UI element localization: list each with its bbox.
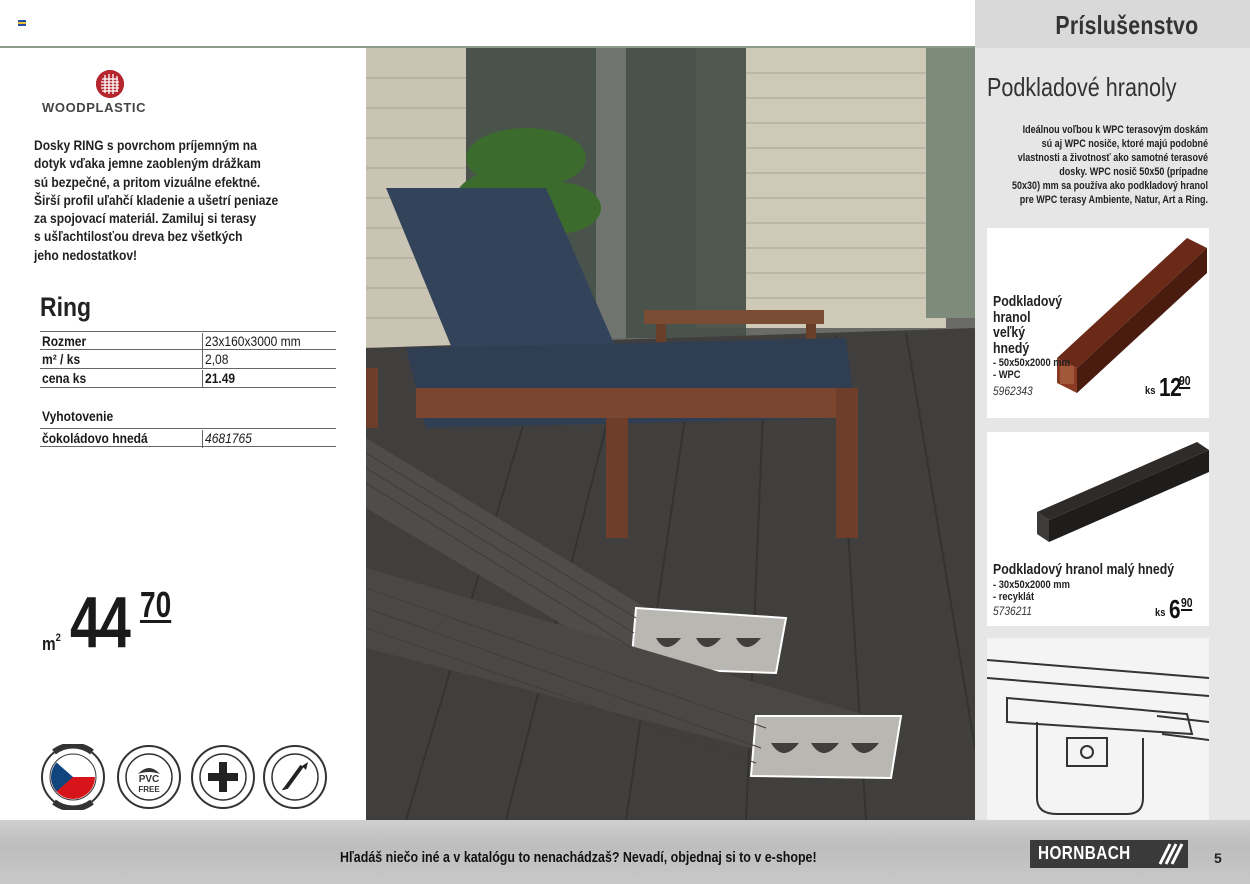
spec-row [40,350,336,369]
spec-value: 21.49 [205,370,236,386]
product-name-line: hnedý [993,339,1030,357]
side-intro-line: dosky. WPC nosič 50x50 (prípadne [1059,166,1208,178]
price-decimal: 90 [1179,373,1191,388]
price-integer: 12 [1159,372,1182,402]
price-decimal: 70 [140,584,172,625]
variant-heading-row [40,407,336,426]
product-bullet: - WPC [993,368,1021,381]
page-number: 5 [1214,850,1222,866]
terrace-photo [366,48,975,820]
side-intro-line: pre WPC terasy Ambiente, Natur, Art a Ring. [1019,194,1208,206]
intro-line: za spojovací materiál. Zamiluj si terasy [34,210,257,227]
spec-label: m² / ks [42,351,81,367]
spec-value: 2,08 [205,351,229,367]
spec-label: Rozmer [42,333,87,349]
product-name [993,294,1062,356]
flag-icon [18,20,26,26]
hornbach-logo [1030,840,1188,868]
left-column [0,48,366,820]
variant-heading: Vyhotovenie [42,408,114,424]
product-card [987,432,1209,626]
price-unit: ks [1145,385,1156,397]
product-name-line: Podkladový hranol malý hnedý [993,561,1175,578]
product-bullet: - recyklát [993,590,1035,603]
eshop-message: Hľadáš niečo iné a v katalógu to nenachádzaš? Nevadí, objednaj si to v e-shope! [340,849,817,866]
price-unit-sup: 2 [55,632,61,644]
product-title: Ring [40,292,91,322]
svg-text:FREE: FREE [138,785,160,794]
intro-text [34,136,331,264]
product-name-line: hranol [993,308,1031,326]
price-unit: m [42,634,56,654]
intro-line: Dosky RING s povrchom príjemným na [34,137,257,153]
price-integer: 6 [1169,594,1181,624]
product-name [993,562,1174,578]
price-integer: 44 [70,583,130,663]
side-intro-line: sú aj WPC nosiče, ktoré majú podobné [1041,138,1208,150]
product-name-line: veľký [993,324,1026,341]
right-column [975,48,1250,820]
intro-line: dotyk vďaka jemne zaobleným drážkam [34,155,261,172]
spec-row [40,369,336,388]
czech-flag-icon [40,744,106,810]
hornbach-wordmark: HORNBACH [1038,843,1131,863]
side-intro-line: Ideálnou voľbou k WPC terasovým doskám [1022,124,1208,136]
price-decimal: 90 [1181,595,1193,610]
main-price [40,578,240,668]
mounting-diagram-image [987,638,1209,820]
plus-icon [190,744,256,810]
leaf-icon [116,744,182,810]
variant-code: 4681765 [205,430,252,446]
product-name-line: Podkladový [993,293,1063,310]
product-code: 5736211 [993,604,1032,618]
intro-line: Širší profil uľahčí kladenie a ušetrí peniaze [34,191,279,208]
product-code: 5962343 [993,384,1033,398]
variant-label: čokoládovo hnedá [42,430,148,446]
product-bullets [993,580,1070,603]
product-bullets [993,358,1070,381]
side-title: Podkladové hranoly [987,72,1177,102]
badges [40,744,340,816]
product-price [1145,372,1205,402]
svg-text:PVC: PVC [138,774,160,785]
category-tab [975,0,1250,48]
product-price [1155,594,1209,624]
brush-icon [262,744,328,810]
footer [0,820,1250,884]
spec-row [40,331,336,350]
product-bullet: - 50x50x2000 mm [993,357,1070,369]
side-intro-line: vlastnosti a životnosť ako samotné terasové [1017,152,1208,164]
woodplastic-mark-icon [96,70,124,98]
side-intro [995,123,1208,207]
woodplastic-wordmark: WOODPLASTIC [42,100,147,115]
category-title: Príslušenstvo [1054,10,1198,40]
spec-label: cena ks [42,370,87,386]
spec-value: 23x160x3000 mm [205,333,301,349]
price-unit: ks [1155,607,1166,619]
mounting-diagram [987,638,1209,820]
side-intro-line: 50x30) mm sa používa ako podkladový hranol [1011,180,1208,192]
product-bullet: - 30x50x2000 mm [993,579,1070,591]
intro-line: s ušľachtilosťou dreva bez všetkých [34,228,243,245]
spec-table [40,331,336,447]
product-card [987,228,1209,418]
woodplastic-logo [42,70,192,120]
intro-line: sú bezpečné, a pritom vizuálne efektné. [34,173,261,190]
hornbach-chevron-icon [1158,842,1184,866]
intro-line: jeho nedostatkov! [34,246,138,263]
variant-row [40,428,336,447]
